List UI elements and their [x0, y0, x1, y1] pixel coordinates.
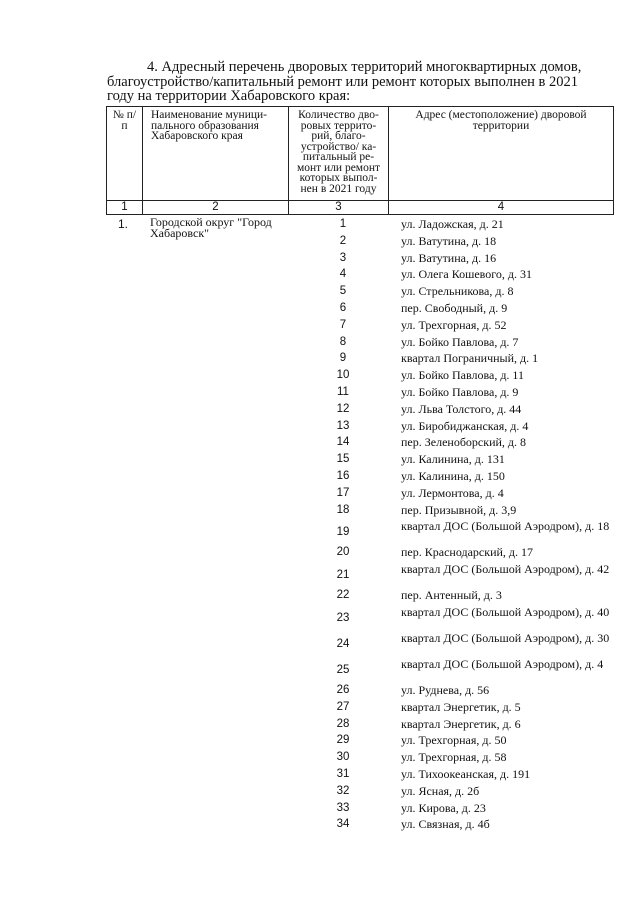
row-address: пер. Антенный, д. 3: [401, 588, 502, 603]
row-address: ул. Кирова, д. 23: [401, 800, 486, 815]
row-address: ул. Калинина, д. 131: [401, 452, 505, 467]
row-number: 2: [339, 234, 347, 247]
column-number-4: 4: [389, 201, 614, 215]
row-number: 13: [336, 419, 350, 432]
row-address: ул. Трехгорная, д. 52: [401, 317, 507, 332]
row-address: квартал Энергетик, д. 5: [401, 699, 521, 714]
row-address: квартал Энергетик, д. 6: [401, 716, 521, 731]
row-number: 22: [336, 589, 350, 602]
row-number: 30: [336, 751, 350, 764]
row-address: ул. Ватутина, д. 18: [401, 233, 497, 248]
row-address: квартал ДОС (Большой Аэродром), д. 30: [401, 631, 610, 645]
row-address: квартал ДОС (Большой Аэродром), д. 42: [401, 562, 610, 577]
row-number: 34: [336, 818, 350, 831]
row-number: 3: [339, 251, 347, 264]
row-number: 5: [339, 285, 347, 298]
row-address: квартал ДОС (Большой Аэродром), д. 4: [401, 657, 604, 671]
row-address: ул. Трехгорная, д. 50: [401, 733, 507, 748]
row-number: 11: [337, 386, 349, 398]
row-number: 10: [336, 369, 350, 382]
row-address: ул. Льва Толстого, д. 44: [401, 401, 522, 416]
row-number: 23: [336, 612, 350, 624]
row-number: 27: [336, 700, 350, 713]
municipality-number: 1.: [118, 217, 129, 231]
intro-line-1: 4. Адресный перечень дворовых территорий многоквартирных домов,: [147, 59, 582, 75]
row-address: ул. Калинина, д. 150: [401, 469, 505, 483]
row-address: квартал ДОС (Большой Аэродром), д. 18: [401, 519, 610, 534]
row-number: 8: [339, 335, 347, 348]
row-address: ул. Стрельникова, д. 8: [401, 284, 514, 299]
row-number: 16: [336, 470, 350, 482]
row-address: ул. Лермонтова, д. 4: [401, 485, 504, 500]
row-number: 6: [339, 302, 347, 314]
row-address: ул. Ватутина, д. 16: [401, 250, 497, 265]
row-number: 33: [336, 801, 350, 814]
row-number: 1: [339, 218, 347, 230]
row-number: 9: [339, 352, 347, 365]
row-address: ул. Бойко Павлова, д. 7: [401, 334, 519, 349]
header-address: Адрес (местоположение) дворовой территории: [389, 107, 614, 201]
row-address: ул. Олега Кошевого, д. 31: [401, 267, 532, 282]
row-address: ул. Ладожская, д. 21: [401, 217, 504, 231]
row-address: ул. Бойко Павлова, д. 11: [401, 368, 524, 383]
row-number: 15: [336, 453, 350, 466]
row-address: ул. Тихоокеанская, д. 191: [401, 767, 531, 781]
row-address: пер. Зеленоборский, д. 8: [401, 435, 527, 450]
row-number: 14: [336, 436, 350, 449]
row-address: пер. Краснодарский, д. 17: [401, 545, 534, 560]
row-number: 7: [339, 318, 347, 331]
column-number-3: 3: [289, 201, 389, 215]
row-number: 29: [336, 734, 350, 747]
row-number: 25: [336, 664, 350, 676]
row-number: 32: [336, 784, 350, 797]
row-address: ул. Ясная, д. 2б: [401, 783, 480, 798]
row-address: ул. Биробиджанская, д. 4: [401, 418, 529, 433]
row-number: 26: [336, 684, 350, 696]
row-address: пер. Свободный, д. 9: [401, 301, 508, 315]
header-number: № п/п: [107, 107, 143, 201]
row-number: 4: [339, 268, 347, 281]
row-number: 19: [336, 526, 350, 539]
row-number: 17: [336, 486, 350, 499]
row-number: 28: [336, 717, 350, 730]
row-address: ул. Трехгорная, д. 58: [401, 750, 507, 765]
municipality-name: Городской округ "Город Хабаровск": [150, 215, 272, 240]
row-number: 24: [336, 638, 350, 650]
row-number: 18: [336, 503, 350, 516]
intro-line-3: году на территории Хабаровского края:: [107, 88, 351, 104]
row-address: ул. Связная, д. 4б: [401, 817, 490, 832]
row-number: 12: [336, 402, 350, 415]
column-number-1: 1: [107, 201, 143, 215]
row-address: ул. Руднева, д. 56: [401, 683, 490, 697]
row-address: квартал Пограничный, д. 1: [401, 351, 539, 366]
row-address: квартал ДОС (Большой Аэродром), д. 40: [401, 605, 610, 619]
header-count: Количество дво-ровых террито-рий, благо-устройство/ ка-питальный ре-монт или ремонт которых выпол-нен в 2021 году: [289, 107, 389, 201]
row-number: 31: [336, 768, 350, 780]
header-municipality: Наименование муници-пального образования Хабаровского края: [143, 107, 289, 201]
intro-line-2: благоустройство/капитальный ремонт или ремонт которых выполнен в 2021: [107, 73, 579, 90]
row-number: 21: [336, 569, 350, 582]
row-address: ул. Бойко Павлова, д. 9: [401, 385, 519, 399]
column-number-2: 2: [143, 201, 289, 215]
row-address: пер. Призывной, д. 3,9: [401, 502, 517, 517]
row-number: 20: [336, 546, 350, 559]
